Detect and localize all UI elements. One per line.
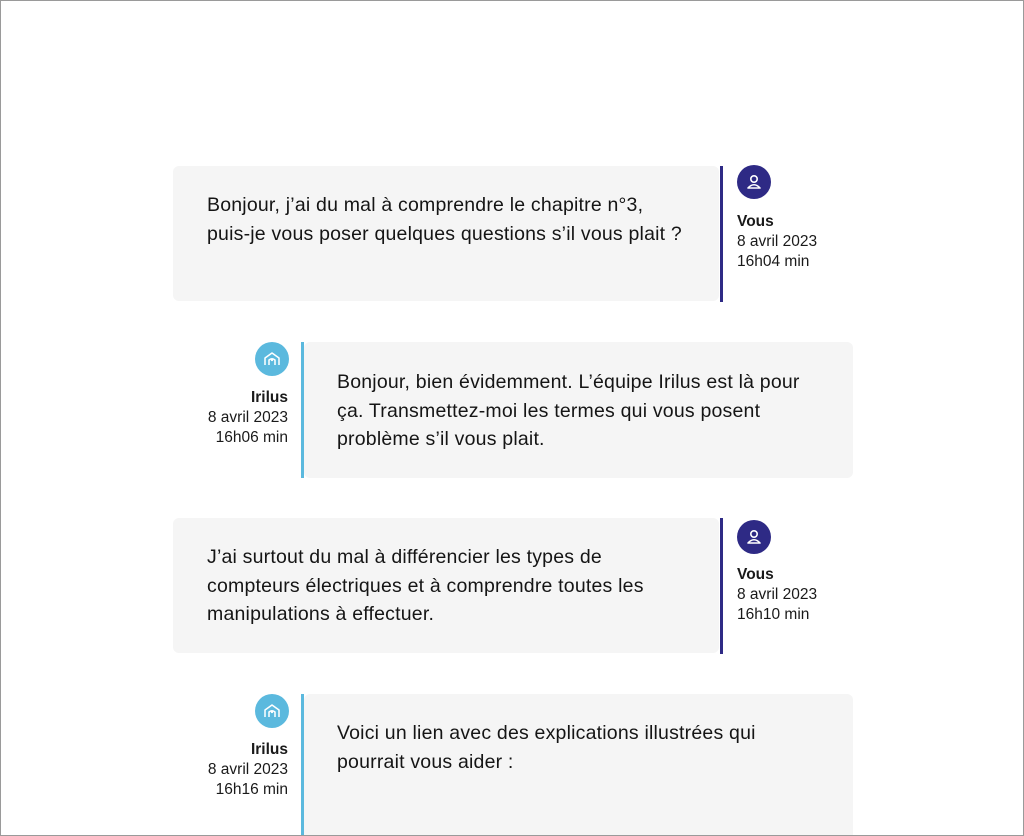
- irilus-logo-icon: [255, 694, 289, 728]
- message-bubble-user: [173, 166, 719, 301]
- irilus-logo-icon: [255, 342, 289, 376]
- sender-name: Vous: [737, 566, 774, 583]
- message-date: 8 avril 2023: [737, 233, 818, 250]
- user-avatar-icon: [737, 520, 771, 554]
- message-text: J’ai surtout du mal à différencier les types de compteurs électriques et à comprendre toutes les manipulations à effectuer.: [207, 546, 644, 625]
- message-meta: [208, 388, 288, 448]
- message-bubble-agent: [304, 342, 853, 478]
- message-divider: [720, 518, 723, 654]
- message-meta: [737, 565, 817, 625]
- message-text: Voici un lien avec des explications illustrées qui pourrait vous aider :: [337, 722, 756, 773]
- message-date: 8 avril 2023: [737, 586, 818, 603]
- message-meta: [208, 740, 288, 800]
- sender-name: Irilus: [250, 389, 288, 406]
- message-time: 16h06 min: [215, 429, 288, 446]
- user-avatar-icon: [737, 165, 771, 199]
- message-bubble-user: [173, 518, 719, 653]
- message-time: 16h04 min: [737, 253, 810, 270]
- message-time: 16h10 min: [737, 606, 810, 623]
- sender-name: Vous: [737, 213, 774, 230]
- message-time: 16h16 min: [215, 781, 288, 798]
- sender-name: Irilus: [250, 741, 288, 758]
- message-bubble-agent: [304, 694, 853, 835]
- message-text: Bonjour, j’ai du mal à comprendre le chapitre n°3, puis-je vous poser quelques questions s’il vous plait ?: [207, 194, 682, 245]
- message-meta: [737, 212, 817, 272]
- message-date: 8 avril 2023: [207, 761, 288, 778]
- message-date: 8 avril 2023: [207, 409, 288, 426]
- message-divider: [720, 166, 723, 302]
- message-text: Bonjour, bien évidemment. L’équipe Irilus est là pour ça. Transmettez-moi les termes qui vous posent problème s’il vous plait.: [337, 371, 800, 450]
